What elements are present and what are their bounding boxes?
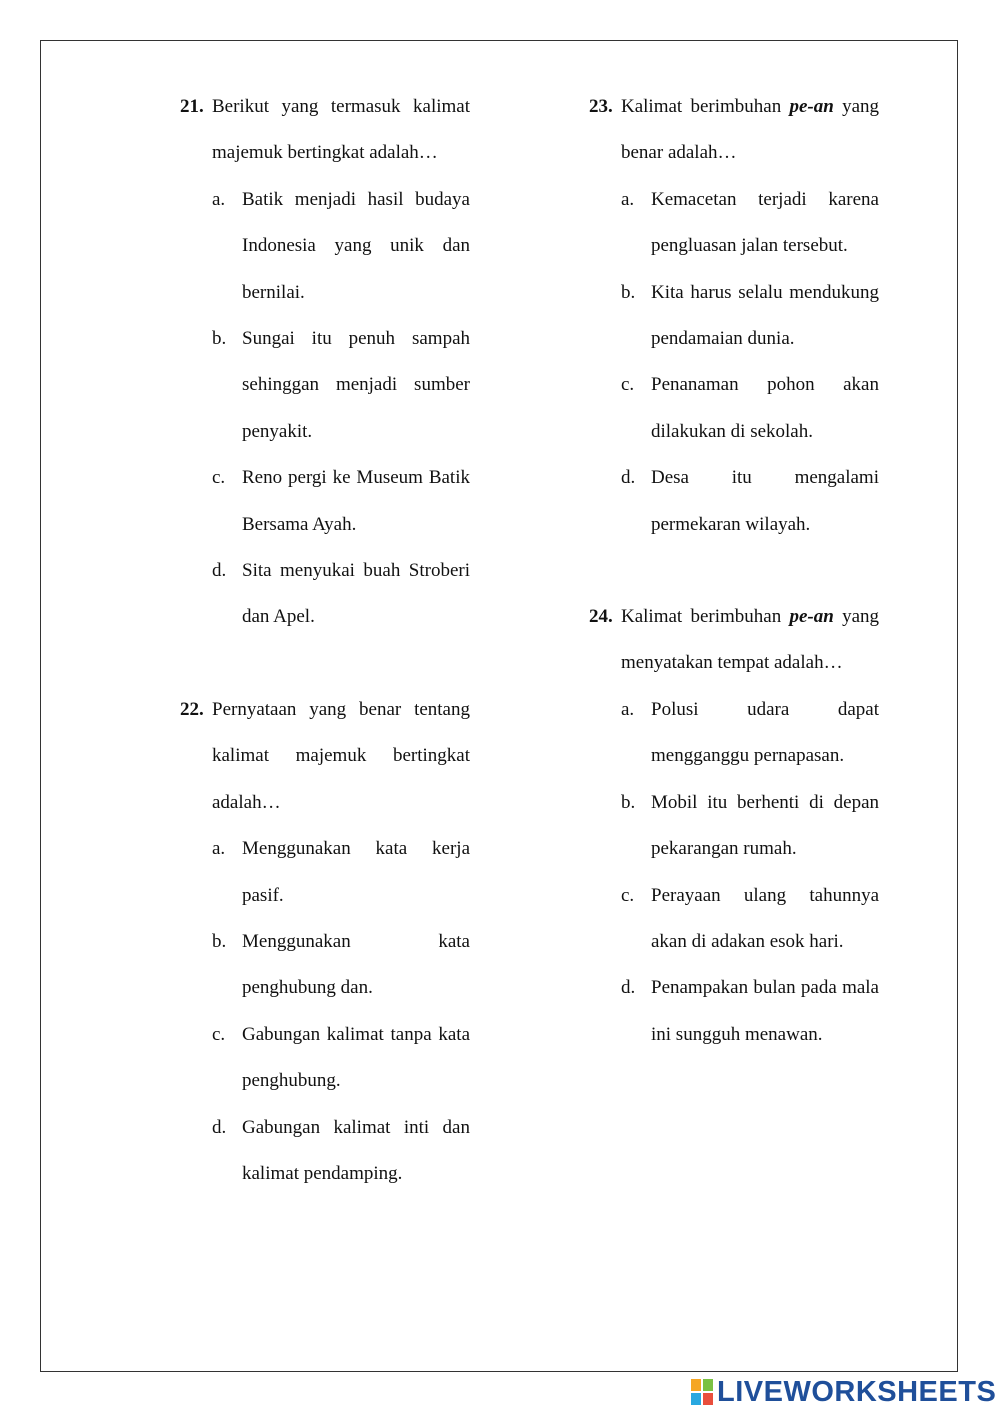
option-letter: a. [621,188,635,210]
question-22 [180,687,470,1197]
question-21 [180,84,470,641]
option-a[interactable] [212,826,470,919]
option-list [212,177,470,641]
option-text: Sita menyukai buah Stroberi dan Apel. [242,560,470,628]
option-c[interactable] [621,873,879,966]
option-text: Gabungan kalimat inti dan kalimat pendamping. [242,1116,470,1184]
option-text: Kita harus selalu mendukung pendamaian dunia. [651,281,879,350]
option-c[interactable] [212,1012,470,1105]
option-d[interactable] [621,455,879,548]
option-letter: d. [212,560,227,582]
option-b[interactable] [621,270,879,363]
option-text: Desa itu mengalami permekaran wilayah. [651,467,879,535]
option-letter: b. [621,281,636,303]
option-letter: c. [621,374,635,396]
option-letter: d. [621,977,636,999]
liveworksheets-brand[interactable] [691,1375,996,1409]
option-text: Menggunakan kata penghubung dan. [242,930,470,999]
option-text: Menggunakan kata kerja pasif. [242,838,470,906]
option-c[interactable] [621,362,879,455]
option-d[interactable] [212,548,470,641]
option-text: Penanaman pohon akan dilakukan di sekolah. [651,374,879,442]
question-number: 21. [180,96,204,117]
option-letter: a. [212,188,226,210]
option-text: Batik menjadi hasil budaya Indonesia yang unik dan bernilai. [242,188,470,303]
question-text-before: Kalimat berimbuhan [621,606,782,628]
option-letter: c. [621,884,635,906]
brand-text: LIVEWORKSHEETS [717,1375,997,1408]
question-text-after: yang benar adalah… [621,96,880,164]
option-letter: a. [212,838,226,860]
option-a[interactable] [212,177,470,316]
liveworksheets-logo-icon [691,1379,713,1405]
question-text: Berikut yang termasuk kalimat majemuk bertingkat adalah… [212,96,470,164]
question-23 [589,84,879,548]
option-a[interactable] [621,177,879,270]
option-text: Sungai itu penuh sampah sehinggan menjadi sumber penyakit. [242,328,470,442]
option-c[interactable] [212,455,470,548]
option-d[interactable] [621,965,879,1058]
option-letter: b. [621,791,636,813]
left-column [180,84,470,1197]
option-text: Gabungan kalimat tanpa kata penghubung. [242,1023,470,1092]
option-text: Penampakan bulan pada mala ini sungguh menawan. [651,977,879,1045]
option-b[interactable] [621,780,879,873]
question-emphasis: pe-an [789,96,834,117]
option-text: Kemacetan terjadi karena pengluasan jalan tersebut. [651,188,879,257]
option-letter: c. [212,1023,226,1045]
option-b[interactable] [212,316,470,455]
option-d[interactable] [212,1105,470,1198]
option-letter: b. [212,930,227,952]
option-list [621,177,879,548]
option-letter: b. [212,328,227,350]
option-b[interactable] [212,919,470,1012]
option-list [212,826,470,1197]
question-number: 22. [180,698,204,720]
question-number: 24. [589,606,613,628]
question-text-after: yang menyatakan tempat adalah… [621,606,880,674]
option-text: Perayaan ulang tahunnya akan di adakan esok hari. [651,884,879,952]
right-column [589,84,879,1058]
option-text: Polusi udara dapat mengganggu pernapasan. [651,698,879,767]
question-emphasis: pe-an [789,606,834,628]
option-list [621,687,879,1058]
option-text: Mobil itu berhenti di depan pekarangan rumah. [651,791,879,860]
option-a[interactable] [621,687,879,780]
question-24 [589,594,879,1058]
option-letter: d. [212,1116,227,1138]
question-text [621,84,879,177]
question-number: 23. [589,96,613,117]
option-letter: c. [212,467,226,489]
option-text: Reno pergi ke Museum Batik Bersama Ayah. [242,467,470,535]
question-text: Pernyataan yang benar tentang kalimat majemuk bertingkat adalah… [212,698,470,813]
option-letter: d. [621,467,636,489]
question-text-before: Kalimat berimbuhan [621,96,782,117]
question-text [621,594,879,687]
option-letter: a. [621,698,635,720]
